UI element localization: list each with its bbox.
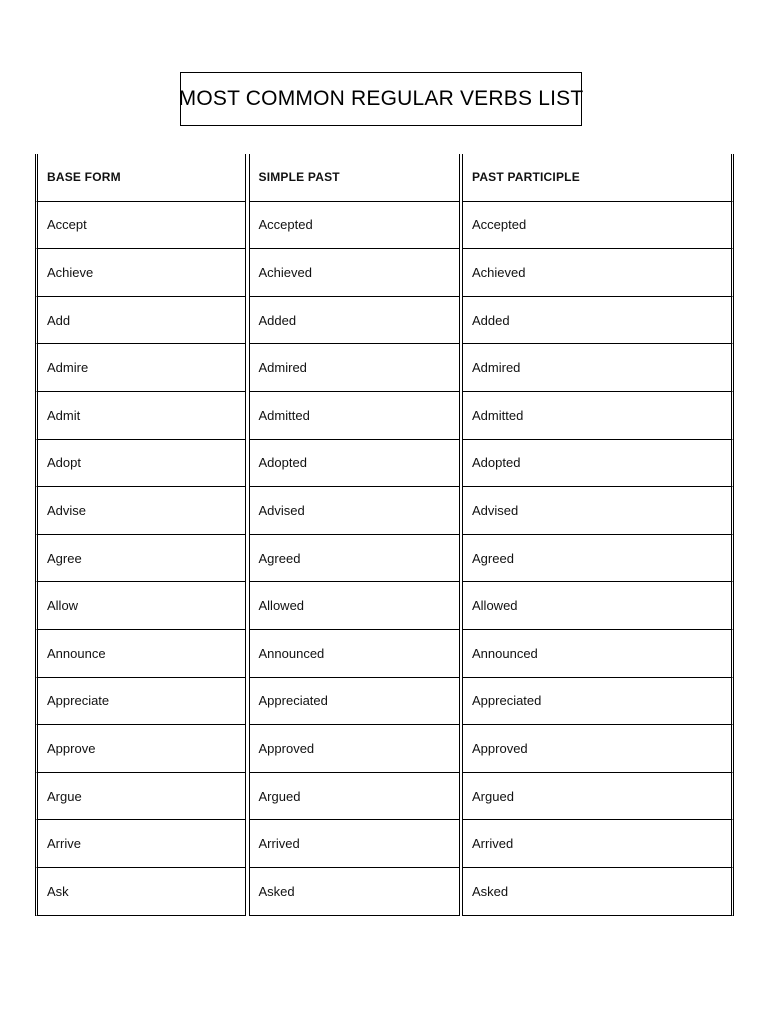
table-row [35,440,735,488]
table-row [35,582,735,630]
title-box [180,72,582,126]
base-form-cell: Arrive [35,820,246,868]
base-form-cell: Admit [35,392,246,440]
page-title: MOST COMMON REGULAR VERBS LIST [178,87,584,110]
past-participle-cell: Admired [462,344,734,392]
table-row [35,249,735,297]
past-participle-cell: Accepted [462,202,734,250]
simple-past-cell: Approved [249,725,460,773]
simple-past-cell: Adopted [249,440,460,488]
base-form-cell: Add [35,297,246,345]
past-participle-cell: Advised [462,487,734,535]
past-participle-cell: Appreciated [462,678,734,726]
verbs-table [35,154,735,916]
base-form-cell: Announce [35,630,246,678]
base-form-cell: Adopt [35,440,246,488]
header-past-participle: PAST PARTICIPLE [462,154,734,202]
base-form-cell: Approve [35,725,246,773]
base-form-cell: Accept [35,202,246,250]
base-form-cell: Allow [35,582,246,630]
simple-past-cell: Accepted [249,202,460,250]
past-participle-cell: Added [462,297,734,345]
table-row [35,820,735,868]
table-row [35,773,735,821]
table-row [35,202,735,250]
simple-past-cell: Announced [249,630,460,678]
table-row [35,297,735,345]
past-participle-cell: Admitted [462,392,734,440]
table-row [35,392,735,440]
table-body [35,202,735,916]
past-participle-cell: Asked [462,868,734,916]
past-participle-cell: Approved [462,725,734,773]
base-form-cell: Ask [35,868,246,916]
simple-past-cell: Added [249,297,460,345]
table-row [35,868,735,916]
simple-past-cell: Admired [249,344,460,392]
past-participle-cell: Arrived [462,820,734,868]
past-participle-cell: Agreed [462,535,734,583]
past-participle-cell: Announced [462,630,734,678]
table-header-row [35,154,735,202]
base-form-cell: Argue [35,773,246,821]
simple-past-cell: Arrived [249,820,460,868]
simple-past-cell: Asked [249,868,460,916]
simple-past-cell: Appreciated [249,678,460,726]
table-row [35,344,735,392]
simple-past-cell: Argued [249,773,460,821]
table-row [35,535,735,583]
header-base-form: BASE FORM [35,154,246,202]
base-form-cell: Agree [35,535,246,583]
simple-past-cell: Agreed [249,535,460,583]
past-participle-cell: Allowed [462,582,734,630]
base-form-cell: Appreciate [35,678,246,726]
simple-past-cell: Achieved [249,249,460,297]
base-form-cell: Admire [35,344,246,392]
base-form-cell: Advise [35,487,246,535]
simple-past-cell: Advised [249,487,460,535]
table-row [35,678,735,726]
past-participle-cell: Argued [462,773,734,821]
simple-past-cell: Admitted [249,392,460,440]
table-row [35,630,735,678]
base-form-cell: Achieve [35,249,246,297]
simple-past-cell: Allowed [249,582,460,630]
past-participle-cell: Achieved [462,249,734,297]
table-row [35,487,735,535]
table-row [35,725,735,773]
header-simple-past: SIMPLE PAST [249,154,460,202]
past-participle-cell: Adopted [462,440,734,488]
